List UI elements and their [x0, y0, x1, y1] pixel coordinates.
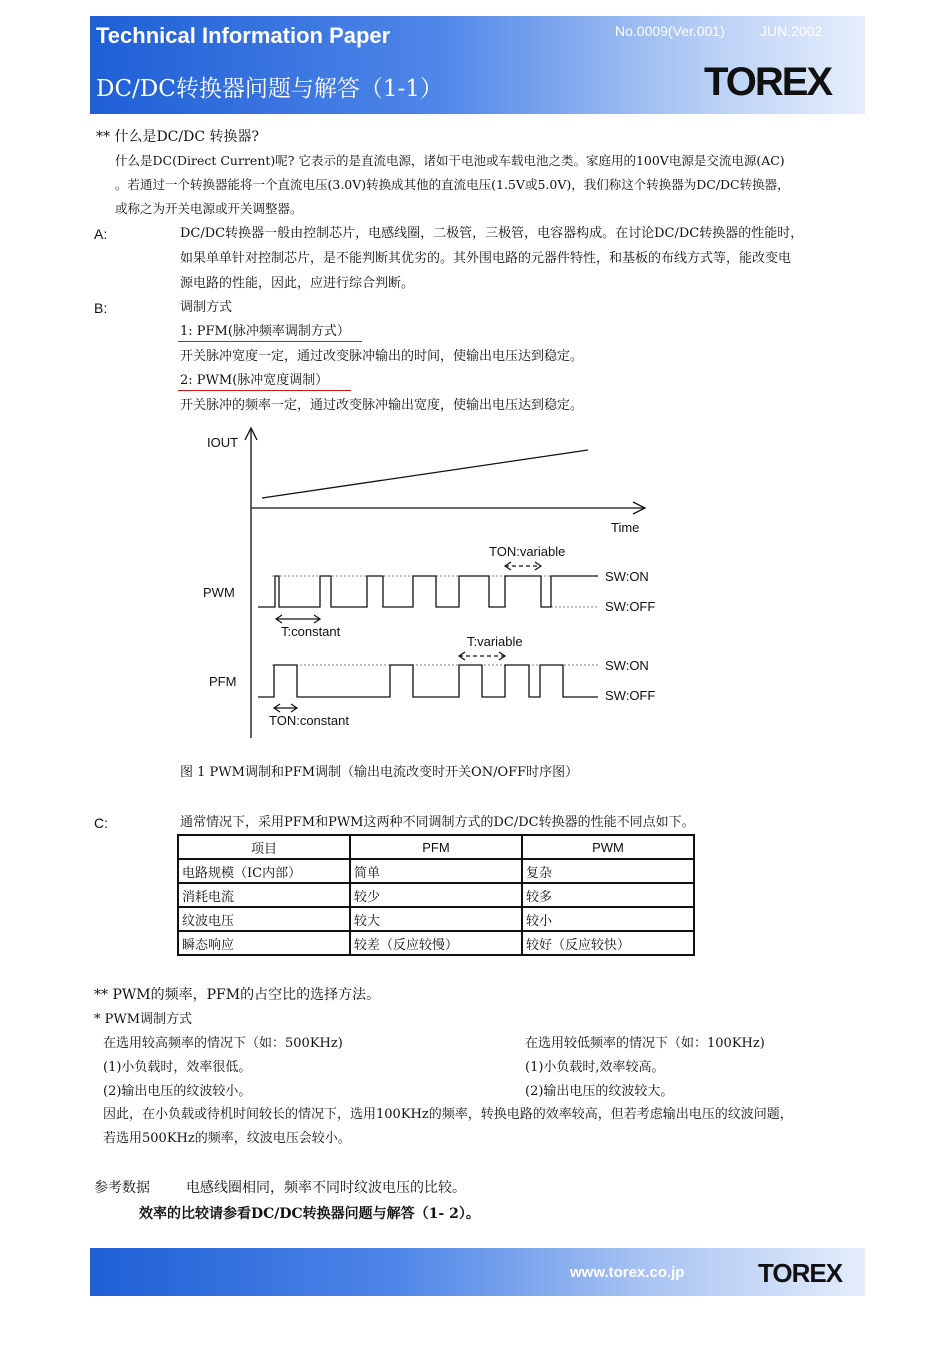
table-cell: 较大: [350, 907, 522, 931]
iout-line: [262, 450, 588, 498]
iout-label: IOUT: [207, 435, 239, 450]
table-cell: 较多: [522, 883, 694, 907]
table-header-row: [178, 835, 694, 859]
table-cell: 较小: [522, 907, 694, 931]
table-cell: 消耗电流: [178, 883, 350, 907]
table-cell: 较好（反应较快）: [522, 931, 694, 955]
table-row: [178, 907, 694, 931]
comparison-table: [177, 834, 695, 956]
pwm-label: PWM: [203, 585, 235, 600]
time-label: Time: [611, 520, 640, 535]
table-row: [178, 859, 694, 883]
table-header: 项目: [178, 835, 350, 859]
low-frequency-point: (1)小负载时,效率较高。: [525, 1060, 665, 1075]
pfm-title: 1: PFM(脉冲频率调制方式）: [180, 324, 350, 339]
table-row: [178, 931, 694, 955]
section-a-mark: A:: [94, 226, 108, 242]
table-cell: 较少: [350, 883, 522, 907]
t-constant-label: T:constant: [281, 624, 341, 639]
reference-note: 效率的比较请参看DC/DC转换器问题与解答（1- 2）。: [139, 1206, 480, 1222]
document-date: JUN.2002: [760, 23, 823, 39]
table-cell: 纹波电压: [178, 907, 350, 931]
pwm-description: 开关脉冲的频率一定，通过改变脉冲输出宽度，使输出电压达到稳定。: [180, 398, 584, 413]
figure-caption: 图 1 PWM调制和PFM调制（输出电流改变时开关ON/OFF时序图）: [180, 765, 579, 780]
ton-constant-label: TON:constant: [269, 713, 349, 728]
intro-question: ** 什么是DC/DC 转换器?: [96, 129, 259, 145]
intro-line: 什么是DC(Direct Current)呢? 它表示的是直流电源，诸如干电池或车载电池之类。家庭用的100V电源是交流电源(AC): [115, 153, 785, 168]
pfm-sw-off-label: SW:OFF: [605, 688, 656, 703]
pfm-label: PFM: [209, 674, 237, 689]
document-number: No.0009(Ver.001): [615, 23, 725, 39]
intro-line: 。若通过一个转换器能将一个直流电压(3.0V)转换成其他的直流电压(1.5V或5.0V)，我们称这个转换器为DC/DC转换器，: [115, 177, 790, 192]
document-subtitle: DC/DC转换器问题与解答（1-1）: [96, 76, 443, 102]
pwm-title: 2: PWM(脉冲宽度调制）: [180, 373, 329, 388]
section-c-mark: C:: [94, 815, 108, 831]
conclusion-line: 因此，在小负载或待机时间较长的情况下，选用100KHz的频率，转换电路的效率较高，但若考虑输出电压的纹波问题，: [103, 1107, 793, 1122]
ton-variable-label: TON:variable: [489, 544, 566, 559]
high-frequency-point: (1)小负载时，效率很低。: [103, 1060, 252, 1075]
torex-logo: TOREX: [704, 60, 832, 104]
website-link[interactable]: www.torex.co.jp: [570, 1264, 685, 1281]
table-cell: 电路规模（IC内部）: [178, 859, 350, 883]
t-variable-label: T:variable: [467, 634, 523, 649]
footer-banner: [90, 1248, 865, 1296]
low-frequency-heading: 在选用较低频率的情况下（如：100KHz): [525, 1036, 765, 1051]
pfm-sw-on-label: SW:ON: [605, 658, 649, 673]
table-cell: 较差（反应较慢）: [350, 931, 522, 955]
table-row: [178, 883, 694, 907]
table-cell: 瞬态响应: [178, 931, 350, 955]
selection-subheading: * PWM调制方式: [94, 1012, 193, 1027]
conclusion-line: 若选用500KHz的频率，纹波电压会较小。: [103, 1131, 351, 1146]
pwm-waveform: [258, 576, 598, 607]
pwm-sw-on-label: SW:ON: [605, 569, 649, 584]
pfm-description: 开关脉冲宽度一定，通过改变脉冲输出的时间，使输出电压达到稳定。: [180, 349, 584, 364]
high-frequency-heading: 在选用较高频率的情况下（如：500KHz): [103, 1036, 343, 1051]
reference-text: 电感线圈相同，频率不同时纹波电压的比较。: [186, 1180, 466, 1196]
low-frequency-point: (2)输出电压的纹波较大。: [525, 1084, 674, 1099]
section-a-line: DC/DC转换器一般由控制芯片，电感线圈，二极管，三极管，电容器构成。在讨论DC/DC转换器的性能时，: [180, 226, 804, 241]
high-frequency-point: (2)输出电压的纹波较小。: [103, 1084, 252, 1099]
section-b-mark: B:: [94, 300, 108, 316]
torex-footer-logo: TOREX: [758, 1258, 843, 1288]
reference-label: 参考数据: [94, 1180, 150, 1196]
pwm-sw-off-label: SW:OFF: [605, 599, 656, 614]
intro-line: 或称之为开关电源或开关调整器。: [115, 201, 303, 216]
comparison-intro: 通常情况下，采用PFM和PWM这两种不同调制方式的DC/DC转换器的性能不同点如下。: [180, 815, 695, 830]
pfm-waveform: [258, 665, 598, 697]
section-a-line: 源电路的性能，因此，应进行综合判断。: [180, 276, 415, 291]
table-cell: 复杂: [522, 859, 694, 883]
section-a-line: 如果单单针对控制芯片，是不能判断其优劣的。其外围电路的元器件特性，和基板的布线方式等，能改变电: [180, 251, 792, 266]
selection-heading: ** PWM的频率，PFM的占空比的选择方法。: [94, 987, 381, 1003]
modulation-heading: 调制方式: [180, 300, 233, 315]
table-header: PFM: [350, 835, 522, 859]
table-header: PWM: [522, 835, 694, 859]
table-cell: 简单: [350, 859, 522, 883]
header-title: Technical Information Paper: [96, 23, 391, 48]
